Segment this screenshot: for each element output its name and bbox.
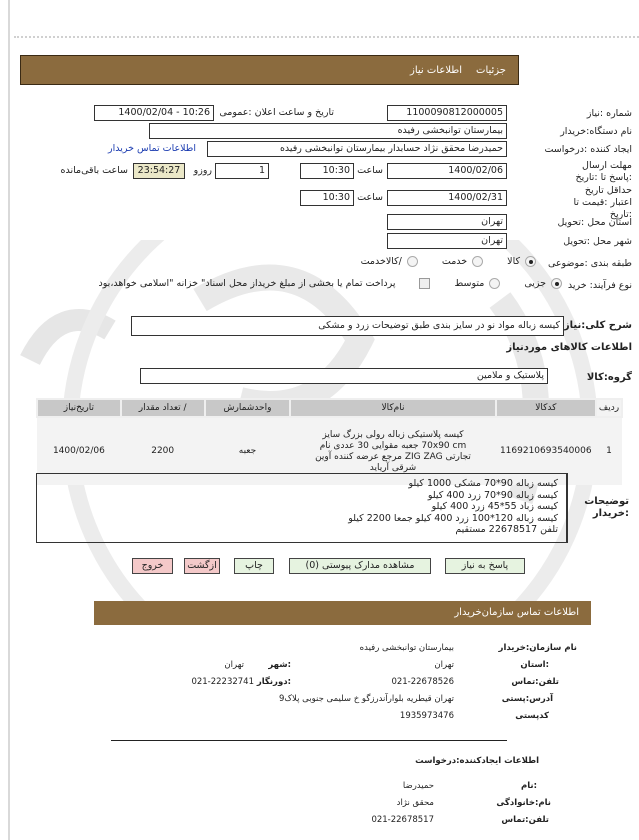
need-number-field: 1100090812000005 xyxy=(387,105,507,121)
goods-table xyxy=(36,398,623,485)
remaining-label: ساعت باقی‌مانده xyxy=(60,165,128,176)
deadline-date-field: 1400/02/06 xyxy=(387,163,507,179)
goods-group-label: گروه:کالا xyxy=(586,372,632,383)
contact-city-label: :شهر xyxy=(268,660,291,670)
goods-info-title: اطلاعات کالاهای موردنیاز xyxy=(506,342,632,353)
process-medium-label: متوسط xyxy=(454,278,485,289)
creator-info-title: اطلاعات ایجادکننده:درخواست xyxy=(415,756,539,766)
creator-phone-value: 021-22678517 xyxy=(371,815,434,825)
process-label: نوع فرآیند: خرید xyxy=(567,280,632,291)
back-button[interactable]: ازگشت xyxy=(184,558,220,574)
col-row: ردیف xyxy=(596,399,622,417)
process-radio-minor[interactable] xyxy=(551,278,562,289)
goods-group-field: پلاستیک و ملامین xyxy=(140,368,548,384)
validity-time-field: 10:30 xyxy=(300,190,354,206)
announce-field: 1400/02/04 - 10:26 xyxy=(94,105,214,121)
contact-province-value: تهران xyxy=(434,660,454,670)
creator-family-value: محقق نژاد xyxy=(396,798,434,808)
cell-unit: جعبه xyxy=(205,417,291,485)
process-minor-label: جزیی xyxy=(524,278,546,289)
creator-label: ایجاد کننده :درخواست xyxy=(544,144,632,155)
notes-line: کیسه زباله 90*70 زرد 400 کیلو xyxy=(427,489,558,501)
contact-org-label: نام سازمان:خریدار xyxy=(498,643,577,653)
buyer-contact-link[interactable]: اطلاعات تماس خریدار xyxy=(107,143,196,154)
cell-name: کیسه پلاستیکی زباله رولی بزرگ سایز 70x90 cm جعبه مقوایی 30 عددی نام تجارتی ZIG ZAG مرجع عرضه کننده آوین شرقی آریاید xyxy=(290,417,495,485)
announce-label: تاریخ و ساعت اعلان :عمومی xyxy=(219,107,334,118)
page-left-border xyxy=(8,0,10,840)
contact-org-value: بیمارستان توانبخشی رفیده xyxy=(359,643,454,653)
contact-address-value: تهران قیطریه بلوارآندرزگو خ سلیمی جنوبی پلاک9 xyxy=(279,694,454,704)
category-options xyxy=(361,256,536,267)
col-date: تاریخ‌نیاز xyxy=(37,399,121,417)
tab-details[interactable]: جزئیات xyxy=(476,64,506,76)
deadline-time-label: ساعت xyxy=(357,165,383,176)
category-radio-service[interactable] xyxy=(472,256,483,267)
category-service-label: خدمت xyxy=(441,256,468,267)
city-field: تهران xyxy=(387,233,507,249)
category-label: طبقه بندی :موضوعی xyxy=(547,258,632,269)
contact-fax-value: 021-22232741 xyxy=(191,677,254,687)
category-radio-goods-service[interactable] xyxy=(407,256,418,267)
action-buttons xyxy=(0,558,639,575)
province-label: استان محل :تحویل xyxy=(557,217,632,228)
creator-name-label: :نام xyxy=(520,781,537,791)
contact-divider xyxy=(111,740,507,741)
city-label: شهر محل :تحویل xyxy=(563,236,632,247)
attachments-button[interactable]: مشاهده مدارک پیوستی (0) xyxy=(289,558,431,574)
need-number-label: شماره :نیاز xyxy=(586,108,632,119)
buyer-notes-label: توضیحات :خریدار xyxy=(584,496,629,519)
creator-phone-label: تلفن:تماس xyxy=(501,815,549,825)
validity-date-field: 1400/02/31 xyxy=(387,190,507,206)
remaining-timer: 23:54:27 xyxy=(133,163,185,179)
print-button[interactable]: چاپ xyxy=(234,558,274,574)
col-name: نام‌کالا xyxy=(290,399,495,417)
cell-date: 1400/02/06 xyxy=(37,417,121,485)
contact-city-value: تهران xyxy=(224,660,244,670)
buyer-notes-box xyxy=(36,473,568,543)
validity-label: حداقل تاریخ اعتبار :قیمت تا :تاریخ xyxy=(573,185,632,220)
buyer-org-label: نام دستگاه:خریدار xyxy=(560,126,632,137)
cell-code: 1169210693540006 xyxy=(496,417,597,485)
col-code: کدکالا xyxy=(496,399,597,417)
buyer-org-field: بیمارستان توانبخشی رفیده xyxy=(149,123,507,139)
deadline-label: مهلت ارسال :پاسخ تا :تاریخ xyxy=(575,160,632,183)
validity-time-label: ساعت xyxy=(357,192,383,203)
contact-postal-value: 1935973476 xyxy=(399,711,454,721)
tab-bar xyxy=(20,55,519,85)
notes-line: تلفن 22678517 مستقیم xyxy=(455,524,558,535)
contact-address-label: آدرس:پستی xyxy=(501,694,553,704)
col-unit: واحدشمارش xyxy=(205,399,291,417)
category-goods-label: کالا xyxy=(507,256,520,267)
category-radio-goods[interactable] xyxy=(525,256,536,267)
contact-province-label: :استان xyxy=(520,660,549,670)
general-desc-field: کیسه زباله مواد نو در سایز بندی طبق توضیحات زرد و مشکی xyxy=(131,316,564,336)
creator-name-value: حمیدرضا xyxy=(402,781,434,791)
contact-section-header: اطلاعات تماس سازمان‌خریدار xyxy=(94,601,591,625)
days-label: روزو xyxy=(193,165,212,176)
contact-postal-label: کدپستی xyxy=(515,711,549,721)
cell-row: 1 xyxy=(596,417,622,485)
creator-family-label: نام:خانوادگی xyxy=(496,798,551,808)
general-desc-label: شرح کلی:نیاز xyxy=(563,320,632,331)
days-field: 1 xyxy=(215,163,269,179)
process-radio-medium[interactable] xyxy=(489,278,500,289)
notes-line: کیسه زباله 90*70 مشکی 1000 کیلو xyxy=(408,478,558,489)
process-options xyxy=(99,278,562,289)
contact-phone-label: تلفن:تماس xyxy=(511,677,559,687)
notes-line: کیسه زباد 55*45 زرد 400 کیلو xyxy=(431,501,558,512)
category-goods-service-label: /کالاخدمت xyxy=(360,256,402,267)
contact-fax-label: :دورنگار xyxy=(256,677,291,687)
treasury-note: پرداخت تمام یا بخشی از مبلغ خریداز محل اسناد" خزانه "اسلامی خواهد،بود xyxy=(98,278,396,289)
col-qty: / تعداد مقدار xyxy=(121,399,205,417)
deadline-time-field: 10:30 xyxy=(300,163,354,179)
respond-button[interactable]: پاسخ به نیاز xyxy=(445,558,525,574)
top-divider xyxy=(14,36,639,38)
treasury-checkbox[interactable] xyxy=(419,278,430,289)
contact-phone-value: 021-22678526 xyxy=(391,677,454,687)
tab-need-info[interactable]: اطلاعات نیاز xyxy=(410,64,463,76)
exit-button[interactable]: خروج xyxy=(132,558,173,574)
cell-qty: 2200 xyxy=(121,417,205,485)
creator-field: حمیدرضا محقق نژاد حسابدار بیمارستان توانبخشی رفیده xyxy=(207,141,507,157)
province-field: تهران xyxy=(387,214,507,230)
notes-line: کیسه زباله 120*100 زرد 400 کیلو جمعا 2200 کیلو xyxy=(348,512,558,524)
